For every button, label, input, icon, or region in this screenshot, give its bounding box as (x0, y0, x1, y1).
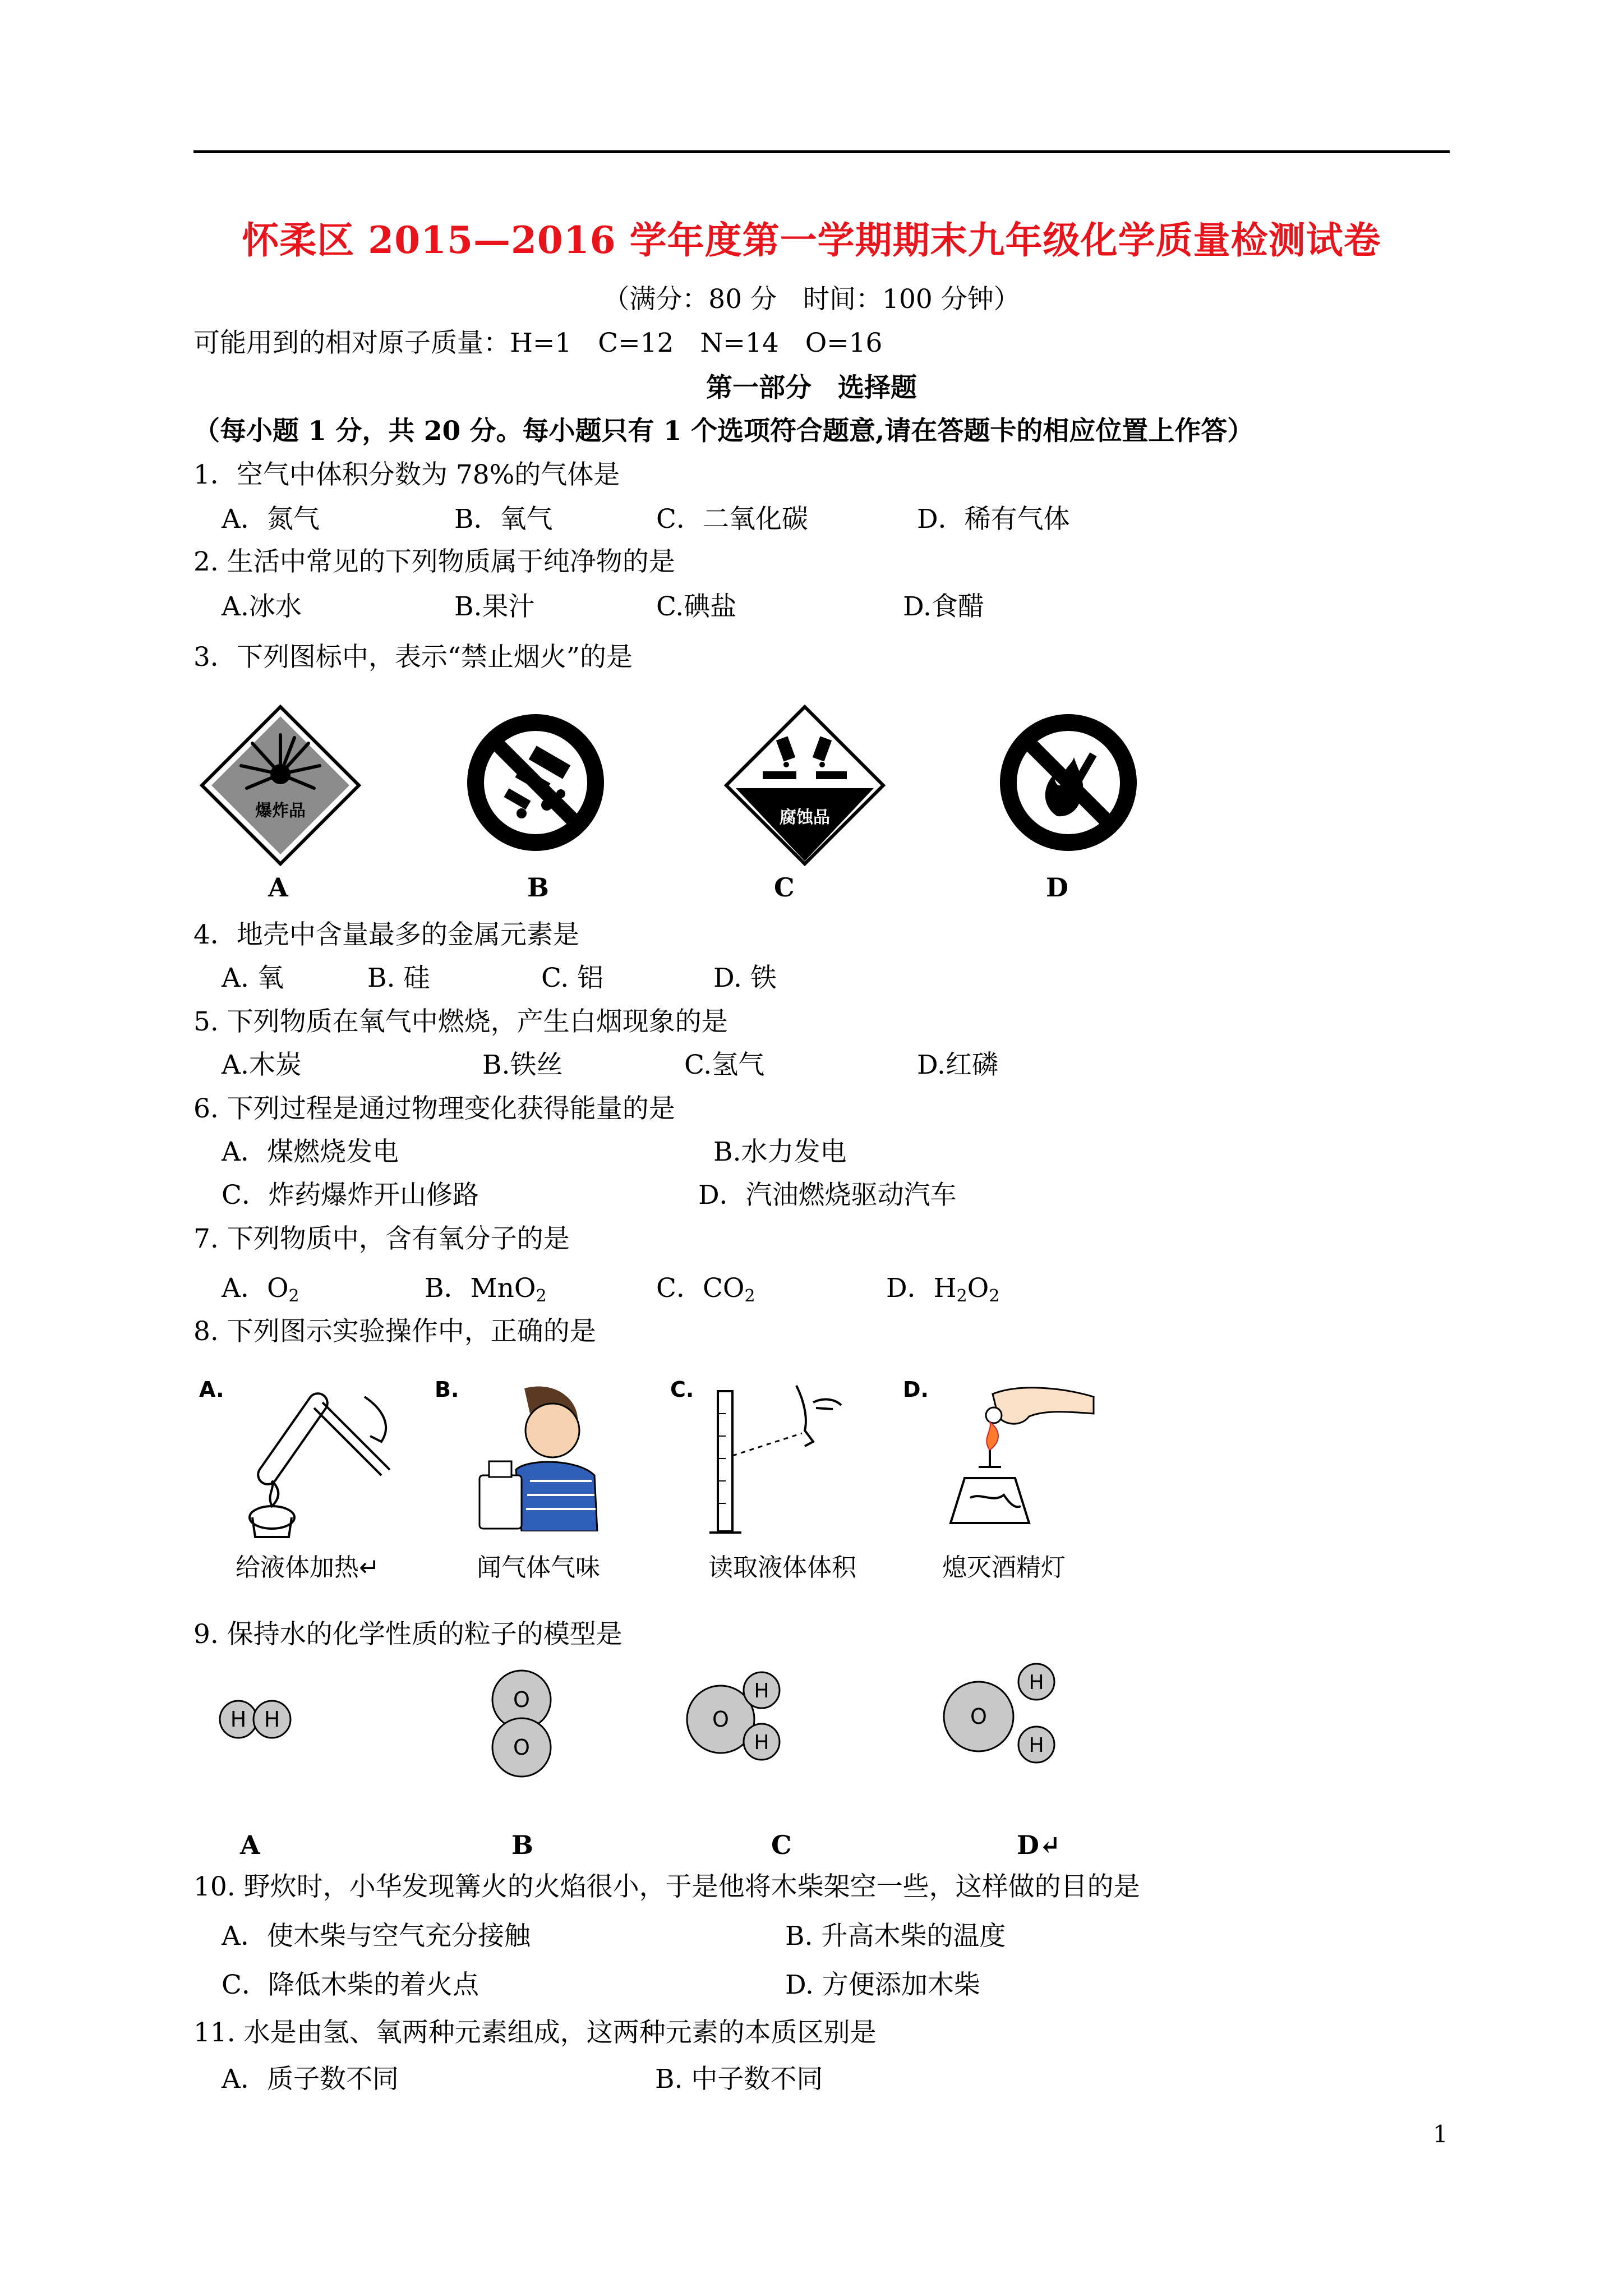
section-title: 第一部分 选择题 (706, 372, 917, 403)
q4-option-b: B. 硅 (367, 963, 430, 993)
q4-option-a: A. 氧 (222, 963, 284, 993)
no-fire-sign-icon (995, 710, 1141, 855)
q7-option-c: C．$CO_2$ (656, 1273, 755, 1306)
q10-option-d: D. 方便添加木柴 (785, 1970, 980, 2000)
q8-caption-a: 给液体加热↵ (236, 1553, 380, 1582)
q6-option-c: C．炸药爆炸开山修路 (222, 1180, 479, 1211)
reading-volume-figure (707, 1380, 847, 1543)
q1-option-b: B．氧气 (454, 504, 553, 535)
explosive-sign-icon (199, 704, 362, 867)
q11-option-a: A．质子数不同 (222, 2064, 399, 2095)
q1-option-a: A．氮气 (222, 504, 320, 535)
atomic-masses: 可能用到的相对原子质量：H=1 C=12 N=14 O=16 (193, 328, 883, 358)
corrosive-sign-text: 腐蚀品 (780, 808, 830, 827)
q3-label-c: C (774, 872, 795, 903)
q9-label-a: A (240, 1830, 260, 1860)
q8-tag-b: B. (435, 1377, 459, 1402)
q3-label-d: D (1046, 872, 1068, 903)
q6-option-a: A．煤燃烧发电 (222, 1137, 399, 1167)
q2-option-a: A.冰水 (222, 591, 302, 622)
q5-option-a: A.木炭 (222, 1050, 302, 1080)
q8-caption-c: 读取液体体积 (708, 1553, 856, 1582)
prohibition-spray-sign-icon (463, 710, 608, 855)
q2-option-c: C.碘盐 (656, 591, 737, 622)
section-note: （每小题 1 分，共 20 分。每小题只有 1 个选项符合题意,请在答题卡的相应位置上作答） (193, 416, 1254, 447)
q10-option-c: C．降低木柴的着火点 (222, 1970, 479, 2000)
separate-atoms-model (937, 1660, 1066, 1773)
q7-option-a: A．$O_2$ (222, 1273, 299, 1306)
q9-stem: 9. 保持水的化学性质的粒子的模型是 (193, 1619, 623, 1650)
q3-label-b: B (527, 872, 549, 903)
q7-option-d: D．$H_2O_2$ (886, 1273, 1000, 1306)
atom-o-label: O (712, 1707, 729, 1732)
heating-liquid-figure (230, 1374, 415, 1543)
q10-option-b: B. 升高木柴的温度 (785, 1921, 1006, 1952)
q11-stem: 11. 水是由氢、氧两种元素组成，这两种元素的本质区别是 (193, 2017, 877, 2048)
smelling-gas-figure (477, 1380, 606, 1531)
q6-stem: 6. 下列过程是通过物理变化获得能量的是 (193, 1093, 675, 1124)
exam-title: 怀柔区 2015—2016 学年度第一学期期末九年级化学质量检测试卷 (242, 218, 1381, 262)
q3-label-a: A (268, 872, 288, 903)
q2-option-d: D.食醋 (903, 591, 984, 622)
header-rule (193, 150, 1450, 153)
q2-option-b: B.果汁 (454, 591, 535, 622)
q1-option-d: D．稀有气体 (917, 504, 1070, 535)
q4-stem: 4．地壳中含量最多的金属元素是 (193, 919, 579, 950)
atom-h-label: H (754, 1680, 769, 1703)
atom-h-label: H (1029, 1734, 1044, 1757)
atom-h-label: H (264, 1707, 280, 1732)
atom-h-label: H (230, 1707, 247, 1732)
explosive-sign-text: 爆炸品 (255, 801, 306, 821)
q10-option-a: A．使木柴与空气充分接触 (222, 1921, 531, 1952)
atom-o-label: O (970, 1704, 987, 1729)
q7-option-b: B．MnO$_2$ (425, 1273, 547, 1306)
q8-tag-d: D. (903, 1377, 929, 1402)
q7-stem: 7. 下列物质中，含有氧分子的是 (193, 1223, 570, 1254)
q5-option-b: B.铁丝 (482, 1050, 563, 1080)
atom-h-label: H (1029, 1671, 1044, 1694)
q8-tag-a: A. (199, 1377, 224, 1402)
page-number: 1 (1433, 2120, 1448, 2148)
extinguish-lamp-figure (931, 1377, 1099, 1545)
q10-stem: 10. 野炊时，小华发现篝火的火焰很小，于是他将木柴架空一些，这样做的目的是 (193, 1871, 1140, 1902)
q8-caption-d: 熄灭酒精灯 (942, 1553, 1066, 1582)
q2-stem: 2. 生活中常见的下列物质属于纯净物的是 (193, 546, 675, 577)
q1-stem: 1．空气中体积分数为 78%的气体是 (193, 459, 620, 490)
q4-option-c: C. 铝 (541, 963, 604, 993)
water-molecule-model (679, 1669, 802, 1770)
q11-option-b: B. 中子数不同 (655, 2064, 823, 2095)
hydrogen-molecule-model (216, 1697, 306, 1742)
q9-label-b: B (511, 1830, 533, 1860)
q1-option-c: C．二氧化碳 (656, 504, 808, 535)
q5-option-d: D.红磷 (917, 1050, 998, 1080)
q8-tag-c: C. (670, 1377, 694, 1402)
q4-option-d: D. 铁 (713, 963, 777, 993)
atom-o-label: O (513, 1735, 530, 1760)
exam-subtitle: （满分：80 分 时间：100 分钟） (603, 284, 1020, 315)
q8-stem: 8. 下列图示实验操作中，正确的是 (193, 1316, 596, 1347)
q8-caption-b: 闻气体气味 (477, 1553, 600, 1582)
q9-label-c: C (771, 1830, 792, 1860)
oxygen-molecule-model (482, 1669, 561, 1781)
atom-o-label: O (513, 1687, 530, 1712)
corrosive-sign-icon (723, 704, 886, 867)
q3-stem: 3．下列图标中，表示“禁止烟火”的是 (193, 642, 633, 673)
q6-option-b: B.水力发电 (713, 1137, 847, 1167)
q5-option-c: C.氢气 (684, 1050, 765, 1080)
q9-label-d: D↵ (1017, 1830, 1061, 1860)
atom-h-label: H (754, 1731, 769, 1754)
q5-stem: 5. 下列物质在氧气中燃烧，产生白烟现象的是 (193, 1006, 728, 1037)
q6-option-d: D．汽油燃烧驱动汽车 (698, 1180, 957, 1211)
